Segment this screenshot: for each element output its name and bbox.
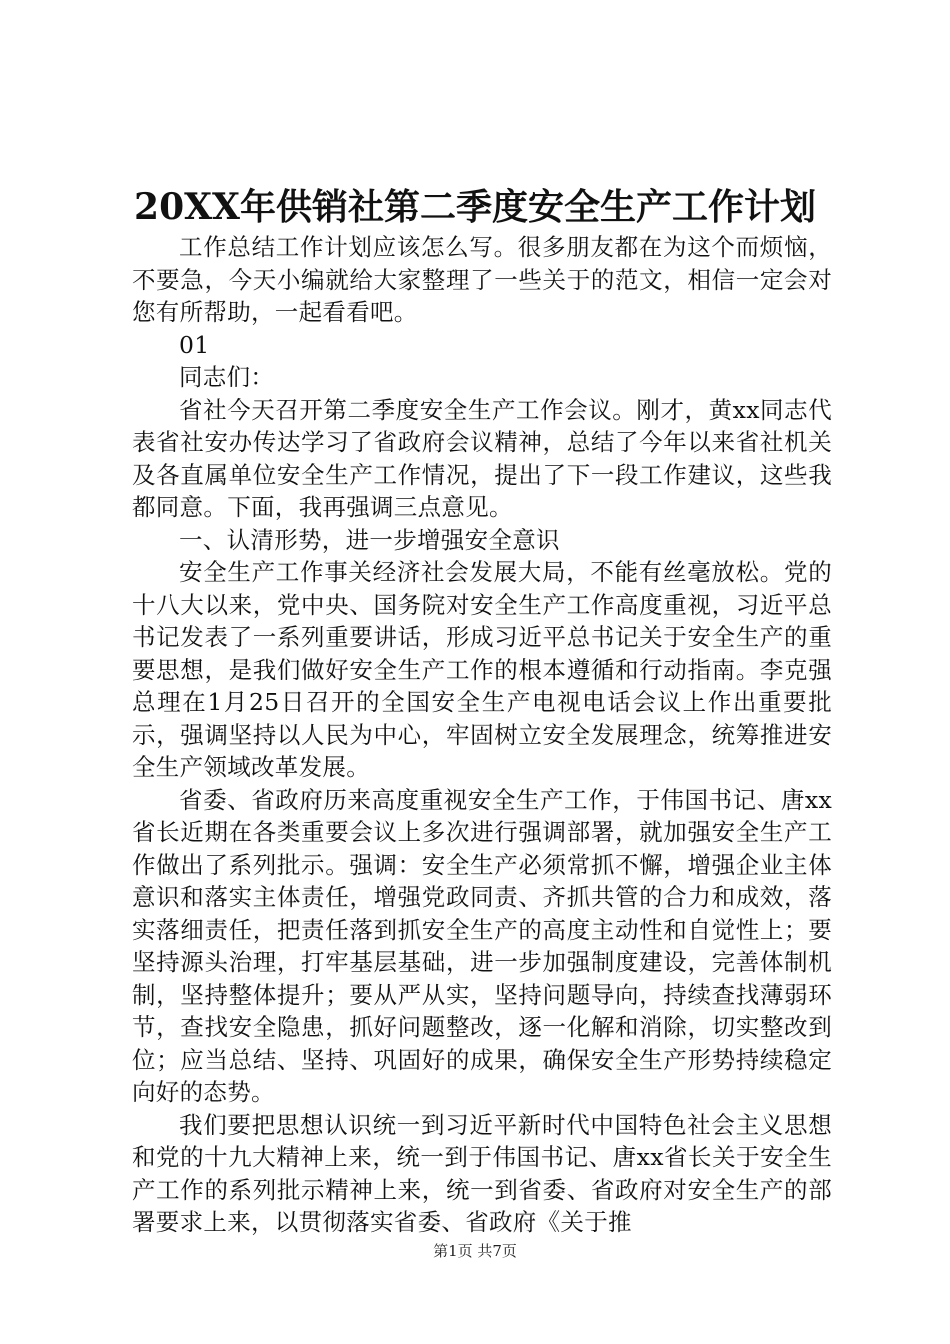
document-title: 20XX年供销社第二季度安全生产工作计划	[134, 186, 816, 228]
paragraph-body: 安全生产工作事关经济社会发展大局，不能有丝毫放松。党的十八大以来，党中央、国务院对安全生产工作高度重视，习近平总书记发表了一系列重要讲话，形成习近平总书记关于安全生产的重要思想，是我们做好安全生产工作的根本遵循和行动指南。李克强总理在1月25日召开的全国安全生产电视电话会议上作出重要批示，强调坚持以人民为中心，牢固树立安全发展理念，统筹推进安全生产领域改革发展。	[132, 558, 832, 781]
section-heading-1: 一、认清形势，进一步增强安全意识	[179, 525, 560, 554]
document-body	[132, 231, 832, 1239]
paragraph-body: 我们要把思想认识统一到习近平新时代中国特色社会主义思想和党的十九大精神上来，统一到于伟国书记、唐xx省长关于安全生产工作的系列批示精神上来，统一到省委、省政府对安全生产的部署要求上来，以贯彻落实省委、省政府《关于推	[132, 1110, 832, 1236]
paragraph-intro: 工作总结工作计划应该怎么写。很多朋友都在为这个而烦恼，不要急，今天小编就给大家整理了一些关于的范文，相信一定会对您有所帮助，一起看看吧。	[132, 233, 832, 326]
page-footer: 第1页 共7页	[433, 1242, 517, 1260]
paragraph-salutation: 同志们：	[179, 363, 275, 391]
paragraph-opening: 省社今天召开第二季度安全生产工作会议。刚才，黄xx同志代表省社安办传达学习了省政府会议精神，总结了今年以来省社机关及各直属单位安全生产工作情况，提出了下一段工作建议，这些我都同意。下面，我再强调三点意见。	[132, 395, 832, 521]
paragraph-body: 省委、省政府历来高度重视安全生产工作，于伟国书记、唐xx省长近期在各类重要会议上多次进行强调部署，就加强安全生产工作做出了系列批示。强调：安全生产必须常抓不懈，增强企业主体意识和落实主体责任，增强党政同责、齐抓共管的合力和成效，落实落细责任，把责任落到抓安全生产的高度主动性和自觉性上；要坚持源头治理，打牢基层基础，进一步加强制度建设，完善体制机制，坚持整体提升；要从严从实，坚持问题导向，持续查找薄弱环节，查找安全隐患，抓好问题整改，逐一化解和消除，切实整改到位；应当总结、坚持、巩固好的成果，确保安全生产形势持续稳定向好的态势。	[132, 785, 832, 1106]
paragraph-section-number: 01	[179, 330, 210, 359]
